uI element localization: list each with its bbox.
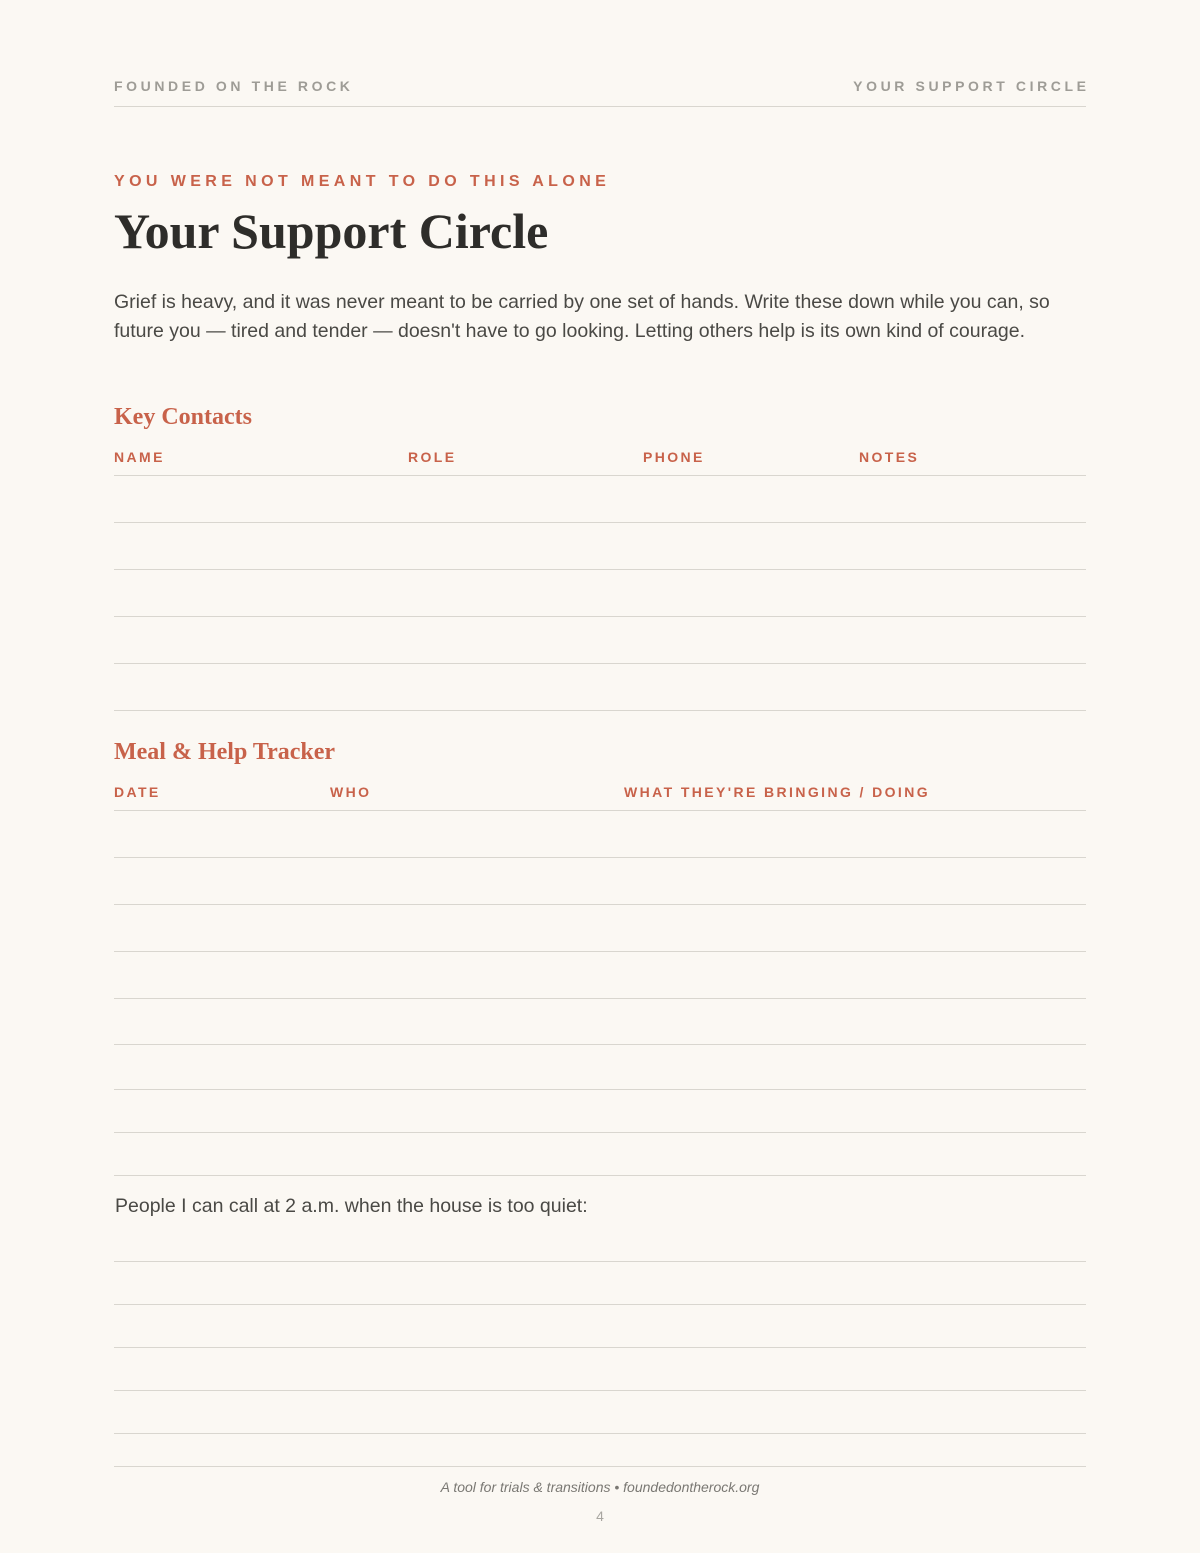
eyebrow-label: YOU WERE NOT MEANT TO DO THIS ALONE [114, 173, 611, 190]
tracker-col-what: WHAT THEY'RE BRINGING / DOING [624, 784, 931, 800]
key-contacts-title: Key Contacts [114, 404, 252, 430]
contacts-row-line[interactable] [114, 569, 1086, 570]
contacts-row-line[interactable] [114, 522, 1086, 523]
contacts-col-role: ROLE [408, 449, 457, 465]
tracker-row-line[interactable] [114, 1044, 1086, 1045]
meal-tracker-title: Meal & Help Tracker [114, 739, 336, 765]
prompt-write-line[interactable] [114, 1261, 1086, 1262]
footer-tagline: A tool for trials & transitions • foundedontherock.org [440, 1479, 760, 1495]
contacts-row-line[interactable] [114, 616, 1086, 617]
contacts-col-name: NAME [114, 449, 165, 465]
header-brand: FOUNDED ON THE ROCK [114, 78, 354, 94]
header-section-title: YOUR SUPPORT CIRCLE [853, 78, 1090, 94]
contacts-col-phone: PHONE [643, 449, 705, 465]
worksheet-page [114, 0, 1090, 1553]
prompt-write-line[interactable] [114, 1390, 1086, 1391]
page-number: 4 [596, 1508, 604, 1524]
tracker-row-line[interactable] [114, 1089, 1086, 1090]
tracker-row-line[interactable] [114, 1132, 1086, 1133]
intro-paragraph: Grief is heavy, and it was never meant to be carried by one set of hands. Write these down while you can, so future you — tired and tender — doesn't have to go looking. Letting others help is its own kind of courage. [114, 291, 1050, 342]
contacts-row-line[interactable] [114, 710, 1086, 711]
page-title: Your Support Circle [114, 203, 549, 259]
prompt-write-line[interactable] [114, 1304, 1086, 1305]
running-header [114, 78, 1090, 107]
prompt-write-line[interactable] [114, 1433, 1086, 1434]
prompt-write-line[interactable] [114, 1347, 1086, 1348]
tracker-row-line[interactable] [114, 904, 1086, 905]
tracker-header-rule [114, 810, 1086, 811]
contacts-header-rule [114, 475, 1086, 476]
late-night-prompt: People I can call at 2 a.m. when the house is too quiet: [115, 1195, 588, 1217]
tracker-row-line[interactable] [114, 857, 1086, 858]
tracker-col-who: WHO [330, 784, 372, 800]
contacts-col-notes: NOTES [859, 449, 920, 465]
tracker-row-line[interactable] [114, 998, 1086, 999]
tracker-row-line[interactable] [114, 951, 1086, 952]
tracker-col-date: DATE [114, 784, 161, 800]
contacts-row-line[interactable] [114, 663, 1086, 664]
footer-rule [114, 1466, 1086, 1467]
tracker-row-line[interactable] [114, 1175, 1086, 1176]
